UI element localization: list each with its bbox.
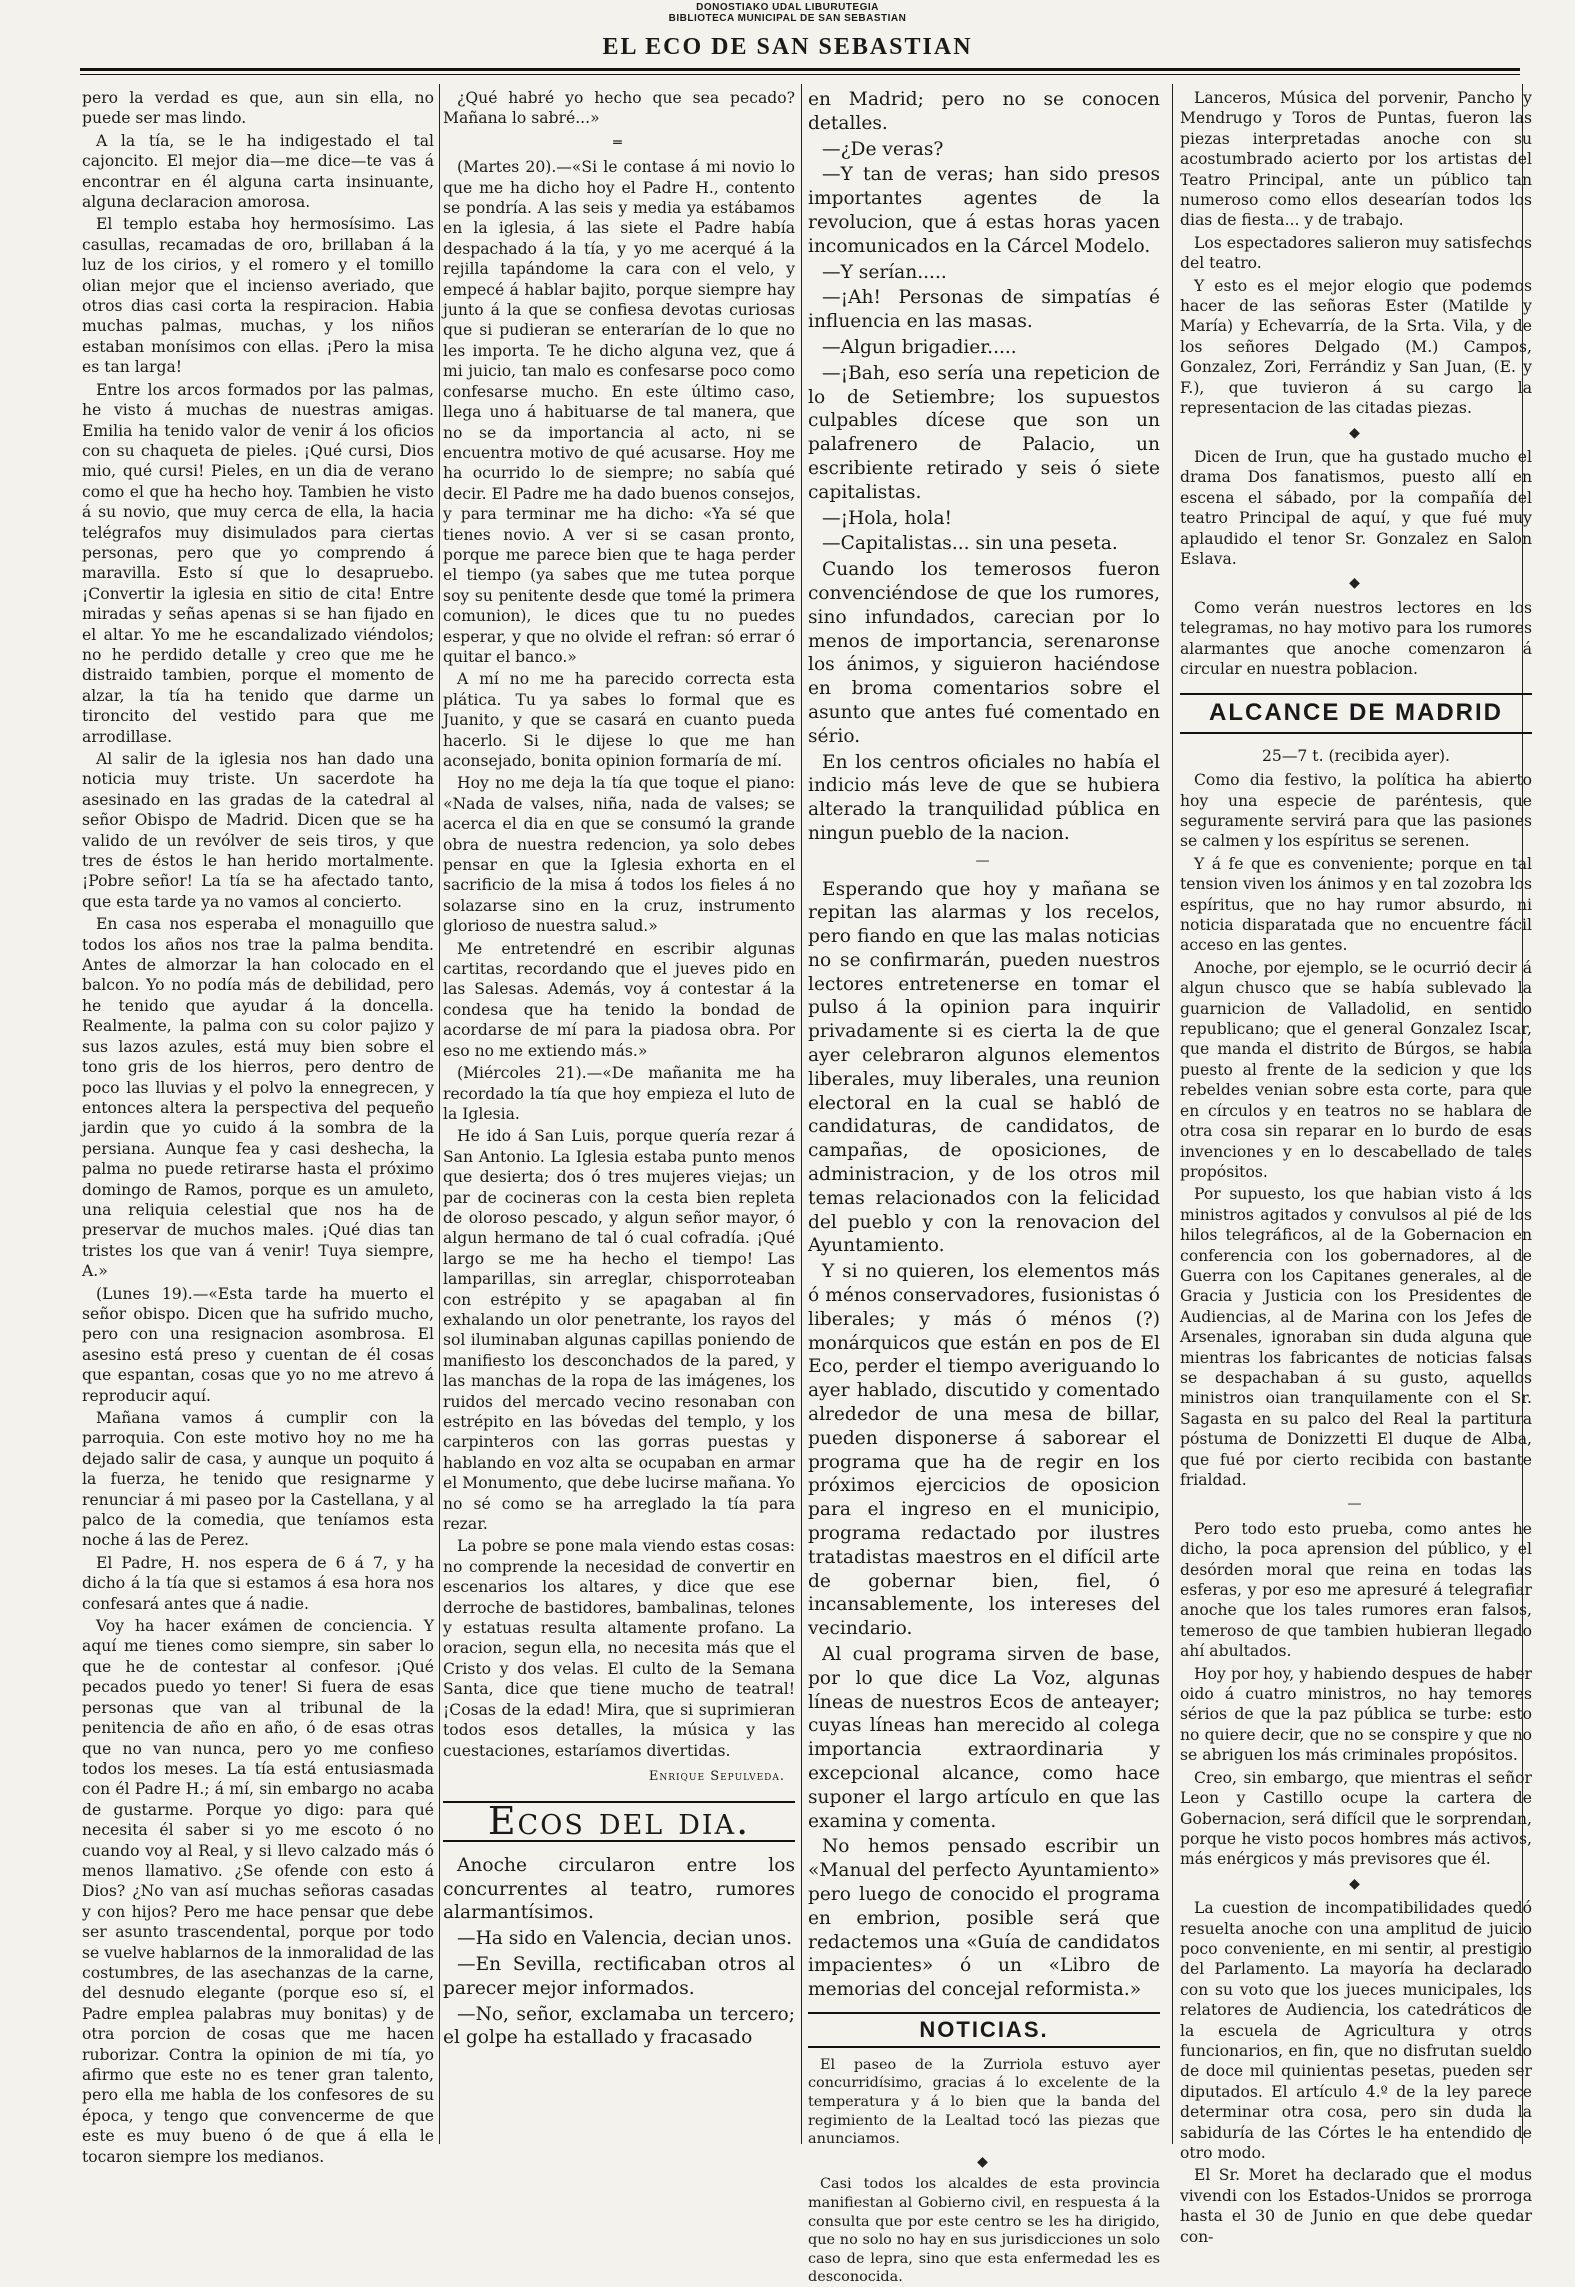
paragraph: en Madrid; pero no se conocen detalles.: [808, 89, 1160, 134]
paragraph: Mañana vamos á cumplir con la parroquia. Con este motivo hoy no me ha dejado salir de casa, y aunque un poquito á la fuerza, he tenido que resignarme y renunciar á mi paseo por la Castellana, y al palco de la comedia, que teníamos esta noche á las de Perez.: [82, 1409, 434, 1550]
paragraph: pero la verdad es que, aun sin ella, no puede ser mas lindo.: [82, 89, 434, 128]
noticias-body: [808, 2056, 1160, 2287]
paragraph: El Padre, H. nos espera de 6 á 7, y ha dicho á la tía que si estamos á esa hora nos confesará antes que á nadie.: [82, 1553, 434, 1613]
paragraph: En casa nos esperaba el monaguillo que todos los años nos trae la palma bendita. Antes de almorzar la han colocado en el balcon. Yo no podía más de debilidad, pero he tenido que ayudar á la doncella. Realmente, la palma con su color pajizo y sus lazos azules, está muy bien sobre el tono gris de los hierros, pero dentro de poco las lluvias y el polvo la ennegrecen, y entonces altera la perspectiva del pequeño jardin que yo cuido á la sombra de la persiana. Aunque fea y casi deshecha, la palma no puede retirarse hasta el próximo domingo de Ramos, porque es un amuleto, una reliquia celestial que nos ha de preservar de muchos males. ¡Qué dias tan tristes los que van á venir! Tuya siempre, A.»: [82, 915, 434, 1281]
ecos-body: [443, 1854, 795, 2050]
paragraph: Los espectadores salieron muy satisfechos del teatro.: [1180, 233, 1532, 273]
masthead-rule-thin: [80, 74, 1520, 75]
paragraph: —En Sevilla, rectificaban otros al parecer mejor informados.: [443, 1953, 795, 1999]
paragraph: Anoche, por ejemplo, se le ocurrió decir á algun chusco que se había sublevado la guarnicion de Valladolid, en sentido republicano; que el general Gonzalez Iscar, que manda el distrito de Búrgos, se había puesto al frente de la sedicion y que los rebeldes venian sobre esta corte, para que en círculos y en teatros no se hablara de otra cosa sin reparar en lo burdo de esas invenciones y en lo descabellado de tales propósitos.: [1180, 958, 1532, 1181]
paragraph: Hoy no me deja la tía que toque el piano: «Nada de valses, niña, nada de valses; se acerca el dia en que se consumó la grande obra de nuestra redencion, ya solo debes pensar en que la Iglesia exhorta en el sacrificio de la misa á todos los fieles á no solazarse sino en la cruz, instrumento glorioso de nuestra salud.»: [443, 774, 795, 936]
paragraph: Al salir de la iglesia nos han dado una noticia muy triste. Un sacerdote ha asesinado en las gradas de la catedral al señor Obispo de Madrid. Dicen que se ha valido de un revólver de seis tiros, y que tres de éstos le han herido mortalmente. ¡Pobre señor! La tía se ha afectado tanto, que esta tarde ya no vamos al concierto.: [82, 750, 434, 911]
newspaper-masthead: EL ECO DE SAN SEBASTIAN: [602, 34, 973, 60]
dispatch-dateline: 25—7 t. (recibida ayer).: [1261, 746, 1451, 765]
paragraph: Como verán nuestros lectores en los telegramas, no hay motivo para los rumores alarmantes que anoche comenzaron á circular en nuestra poblacion.: [1180, 598, 1532, 678]
noticias-heading-box: [808, 2012, 1160, 2048]
author-signature: Enrique Sepulveda.: [648, 1768, 785, 1784]
stamp-line-1: DONOSTIAKO UDAL LIBURUTEGIA: [696, 2, 879, 13]
paragraph: (Miércoles 21).—«De mañanita me ha recordado la tía que hoy empieza el luto de la Iglesia.: [443, 1064, 795, 1123]
paragraph: El Sr. Moret ha declarado que el modus vivendi con los Estados-Unidos se prorroga hasta el 30 de Junio en que debe quedar con-: [1180, 2166, 1532, 2246]
masthead-rule-thick: [80, 68, 1520, 71]
column-4: [1180, 88, 1532, 2246]
separator: ◆: [1349, 1875, 1363, 1892]
paragraph: El paseo de la Zurriola estuvo ayer concurridísimo, gracias á lo excelente de la temperatura y á lo bien que la banda del regimiento de la Lealtad tocó las piezas que anunciamos.: [808, 2056, 1160, 2148]
paragraph: Lanceros, Música del porvenir, Pancho y Mendrugo y Toros de Puntas, fueron las piezas interpretadas anoche con su acostumbrado acierto por los artistas del Teatro Principal, ante un público tan numeroso como ellos desearían todos los dias de fiesta... y de trabajo.: [1180, 89, 1532, 230]
separator: ◆: [1349, 575, 1363, 592]
paragraph: Casi todos los alcaldes de esta provincia manifiestan al Gobierno civil, en respuesta á la consulta que por este centro se les ha dirigido, que no solo no hay en sus jurisdicciones un solo caso de lepra, sino que esta enfermedad les es desconocida.: [808, 2176, 1160, 2286]
column-2: [443, 88, 795, 2140]
paragraph: —¡Bah, eso sería una repeticion de lo de Setiembre; los supuestos culpables dícese que son un palafrenero de Palacio, un escribiente retirado y seis ó siete capitalistas.: [808, 362, 1160, 503]
paragraph: —No, señor, exclamaba un tercero; el golpe ha estallado y fracasado: [443, 2003, 795, 2049]
paragraph: En los centros oficiales no había el indicio más leve de que se hubiera alterado la tranquilidad pública en ningun pueblo de la nacion.: [808, 751, 1160, 844]
column-3: [808, 88, 1160, 2286]
paragraph: Anoche circularon entre los concurrentes al teatro, rumores alarmantísimos.: [443, 1854, 795, 1924]
paragraph: A mí no me ha parecido correcta esta plática. Tu ya sabes lo formal que es Juanito, y que se casará en cuanto pueda hacerlo. Si le dijese lo que me han aconsejado, bonita opinion formaría de mí.: [443, 670, 795, 770]
column-1: [82, 88, 434, 2166]
paragraph: Y á fe que es conveniente; porque en tal tension viven los ánimos y en tal zozobra los espíritus, que no hay rumor absurdo, ni noticia disparatada que no encuentre fácil acceso en las gentes.: [1180, 854, 1532, 955]
section-title-alcance: ALCANCE DE MADRID: [1209, 699, 1503, 727]
paragraph: Esperando que hoy y mañana se repitan las alarmas y los recelos, pero fiando en que las malas noticias no se confirmarán, pueden nuestros lectores entretenerse en tomar el pulso á la opinion para inquirir privadamente si es cierta la de que ayer celebraron algunos elementos liberales, muy liberales, una reunion electoral en la cual se habló de candidaturas, de candidatos, de campañas, de oposiciones, de administracion, y de los otros mil temas relacionados con la felicidad del pueblo y con la renovacion del Ayuntamiento.: [808, 878, 1160, 1257]
separator: ◆: [977, 2153, 991, 2170]
paragraph: —Algun brigadier.....: [822, 336, 1017, 358]
paragraph: A la tía, se le ha indigestado el tal cajoncito. El mejor dia—me dice—te vas á encontrar en él alguna carta insinuante, alguna declaracion amorosa.: [82, 131, 434, 212]
section-title-ecos: Ecos del dia.: [487, 1799, 751, 1844]
paragraph: —Y tan de veras; han sido presos importantes agentes de la revolucion, que á estas horas yacen incomunicados en la Cárcel Modelo.: [808, 164, 1160, 257]
paragraph: El templo estaba hoy hermosísimo. Las casullas, recamadas de oro, brillaban á la luz de los cirios, y el romero y el tomillo olian mejor que el incienso averiado, que otros dias casi corta la respiracion. Habia muchas palmas, muchas, y los niños estaban monísimos con ellas. ¡Pero la misa es tan larga!: [82, 215, 434, 377]
paragraph: —¡Ah! Personas de simpatías é influencia en las masas.: [808, 287, 1160, 333]
paragraph: (Martes 20).—«Si le contase á mi novio lo que me ha dicho hoy el Padre H., contento se pondría. A las seis y media ya estábamos en la iglesia, á las siete el Padre había despachado á la tía, y yo me acerqué á la rejilla tapándome la cara con el velo, y empecé á hablar bajito, porque siempre hay junto á la que se confiesa devotas curiosas que si pudieran se enterarían de lo que no les importa. Te he dicho alguna vez, que á mi juicio, tan malo es confesarse poco como confesarse mucho. En este último caso, llega uno á habituarse de tal manera, que no se da importancia al acto, ni se encuentra motivo de qué acusarse. Hoy me ha ocurrido lo de siempre; no sabía qué decir. El Padre me ha dado buenos consejos, y para terminar me ha dicho: «Ya sé que tienes novio. A ver si se casan pronto, porque me parece bien que te haga perder el tiempo (ya sabes que me tutea porque soy su penitente desde que tomé la primera comunion), le dices que tu no puedes esperar, y que no olvide el refran: só errar ó quitar el banco.»: [443, 158, 795, 666]
paragraph: Como dia festivo, la política ha abierto hoy una especie de paréntesis, que seguramente servirá para que las pasiones se calmen y los espíritus se serenen.: [1180, 771, 1532, 851]
alcance-heading-box: [1180, 693, 1532, 733]
paragraph: Dicen de Irun, que ha gustado mucho el drama Dos fanatismos, puesto allí en escena el sábado, por la compañía del teatro Principal de aquí, y que fué muy aplaudido el tenor Sr. Gonzalez en Salon Eslava.: [1180, 447, 1532, 568]
section-title-noticias: NOTICIAS.: [919, 2016, 1049, 2042]
library-stamp: [0, 2, 1575, 24]
paragraph: (Lunes 19).—«Esta tarde ha muerto el señor obispo. Dicen que ha sufrido mucho, pero con una resignacion asombrosa. El asesino está preso y cuentan de él cosas que espantan, cosas que yo no me atrevo á reproducir aquí.: [82, 1284, 434, 1405]
separator: ═: [613, 134, 625, 151]
separator: —: [975, 852, 993, 869]
paragraph: Al cual programa sirven de base, por lo que dice La Voz, algunas líneas de nuestros Ecos de anteayer; cuyas líneas han merecido al colega importancia extraordinaria y excepcional alcance, como hace suponer el largo artículo en que las examina y comenta.: [808, 1644, 1160, 1832]
paragraph: —Y serían.....: [822, 261, 947, 283]
column-divider: [439, 84, 440, 2144]
ecos-heading-box: [443, 1799, 795, 1844]
column-divider: [1172, 84, 1173, 2144]
paragraph: —Ha sido en Valencia, decian unos.: [457, 1928, 793, 1950]
paragraph: He ido á San Luis, porque quería rezar á San Antonio. La Iglesia estaba punto menos que desierta; dos ó tres mujeres viejas; un par de cocineras con la cesta bien repleta de oloroso pescado, y algun señor mayor, ó algun hermano de tal ó cual cofradía. ¡Qué largo se me ha hecho el tiempo! Las lamparillas, sin arreglar, chisporroteaban con estrépito y se apagaban al fin exhalando un olor penetrante, los rayos del sol iluminaban algunas capillas poniendo de manifiesto los desconchados de la pared, y las manchas de la ropa de las imágenes, los ruidos del mercado vecino resonaban con estrépito en las bóvedas del templo, y los carpinteros con las gorras puestas y hablando en voz alta se ocupaban en armar el Monumento, que debe lucirse mañana. Yo no sé como se ha arreglado la tía para rezar.: [443, 1127, 795, 1534]
paragraph: La cuestion de incompatibilidades quedó resuelta anoche con una amplitud de juicio poco conveniente, en mi sentir, al prestigio del Parlamento. La mayoría ha declarado con su voto que los jueces municipales, los relatores de Audiencia, los catedráticos de la escuela de Agricultura y otros funcionarios, en fin, que no disfrutan sueldo de doce mil quinientas pesetas, pueden ser diputados. El artículo 4.º de la ley parece determinar otra cosa, pero sin duda la sabiduría de las Córtes le ha entendido de otro modo.: [1180, 1899, 1532, 2162]
paragraph: ¿Qué habré yo hecho que sea pecado? Mañana lo sabré...»: [443, 89, 795, 128]
paragraph: Hoy por hoy, y habiendo despues de haber oido á cuatro ministros, no hay temores sérios de que la paz pública se turbe: esto no quiere decir, que no se conspire y que no se abriguen los más criminales propósitos.: [1180, 1664, 1532, 1765]
separator: —: [1347, 1496, 1365, 1513]
paragraph: —¡Hola, hola!: [822, 507, 953, 529]
paragraph: Entre los arcos formados por las palmas, he visto á muchas de nuestras amigas. Emilia ha tenido valor de venir á los oficios con su chaqueta de pieles. ¡Qué cursi, Dios mio, qué cursi! Pieles, en un dia de verano como el que ha hecho hoy. Tambien he visto á su novio, que muy cerca de ella, la hacia telégrafos muy disimulados para ciertas personas, pero que yo comprendo á maravilla. Esto sí que lo desapruebo. ¡Convertir la iglesia en sitio de cita! Entre miradas y señas apenas si se han fijado en el altar. Yo me he escandalizado viéndolos; no he perdido detalle y creo que me he distraido tambien, porque el momento de alzar, la tía ha tenido que darme un tironcito del vestido para que me arrodillase.: [82, 380, 434, 746]
column-divider: [801, 84, 802, 2144]
paragraph: Creo, sin embargo, que mientras el señor Leon y Castillo ocupe la cartera de Gobernacion, será difícil que le sorprendan, porque he visto pocos hombres más activos, más enérgicos y más previsores que él.: [1180, 1768, 1532, 1869]
paragraph: —¿De veras?: [822, 138, 944, 160]
paragraph: Me entretendré en escribir algunas cartitas, recordando que el jueves pido en las Salesas. Además, voy á contestar á la condesa que ha tenido la bondad de acordarse de mí para la piadosa obra. Por eso no me extiendo más.»: [443, 939, 795, 1060]
paragraph: La pobre se pone mala viendo estas cosas: no comprende la necesidad de convertir en escenarios los altares, y dice que ese derroche de bastidores, bambalinas, telones y estatuas resulta altamente profano. La oracion, segun ella, no necesita más que el Cristo y dos velas. El culto de la Semana Santa, dice que tiene mucho de teatral! ¡Cosas de la edad! Mira, que si suprimieran todos esos detalles, la música y las cuestaciones, estaríamos divertidas.: [443, 1537, 795, 1760]
paragraph: Cuando los temerosos fueron convenciéndose de que los rumores, sino infundados, carecian por lo menos de importancia, serenaronse los ánimos, y siguieron haciéndose en broma comentarios sobre el asunto que antes fué comentado en sério.: [808, 559, 1160, 747]
paragraph: Voy ha hacer exámen de conciencia. Y aquí me tienes como siempre, sin saber lo que he de contestar al confesor. ¡Qué pecados puedo yo tener! Si fuera de esas personas que van al tribunal de la penitencia de año en año, ó de esas otras que no van nunca, pero yo me confieso todos los meses. La tía está entusiasmada con él Padre H.; á mí, sin embargo no acaba de gustarme. Porque yo digo: para qué necesita él saber si yo me escoto ó no cuando voy al Real, y si llevo calzado más ó menos llamativo. ¿Se ofende con esto á Dios? ¿No van así muchas señoras casadas y con hijos? Pero me hace pensar que debe ser asunto trascendental, porque por todo se vuelve hablarnos de la inmoralidad de las costumbres, de las asechanzas de la carne, del desnudo elegante (porque eso sí, el Padre emplea palabras muy bonitas) y de otra porcion de cosas que me hacen ruborizar. Contra la opinion de mi tía, yo afirmo que este no es tener gran talento, pero ella me habla de los confesores de su época, y tengo que convencerme de que este es muy bueno ó de que á ella le tocaron siempre los medianos.: [82, 1617, 434, 2166]
paragraph: Pero todo esto prueba, como antes he dicho, la poca aprension del público, y el desórden moral que reina en todas las esferas, y por eso me apresuré á telegrafiar anoche que los tales rumores eran falsos, temeroso de que tambien hubieran llegado ahí abultados.: [1180, 1519, 1532, 1661]
paragraph: Y si no quieren, los elementos más ó ménos conservadores, fusionistas ó liberales; y más ó ménos (?) monárquicos que están en pos de El Eco, perder el tiempo averiguando lo ayer hablado, discutido y comentado alrededor de una mesa de billar, pueden disponerse á saborear el programa que ha de regir en los próximos ejercicios de oposicion para el ingreso en el municipio, programa redactado por ilustres tratadistas maestros en el difícil arte de gobernar bien, fiel, ó incansablemente, los intereses del vecindario.: [808, 1261, 1160, 1640]
paragraph: Por supuesto, los que habian visto á los ministros agitados y convulsos al pié de los hilos telegráficos, al de la Gobernacion en conferencia con los gobernadores, al de Guerra con los Capitanes generales, al de Gracia y Justicia con los Presidentes de Audiencias, al de Marina con los Jefes de Arsenales, ignoraban sin duda alguna que mientras los fabricantes de noticias falsas se despachaban á su gusto, aquellos ministros oian tranquilamente con el Sr. Sagasta en su palco del Real la partitura póstuma de Donizzetti El duque de Alba, que fué por cierto recibida con bastante frialdad.: [1180, 1185, 1532, 1489]
separator: ◆: [1349, 424, 1363, 441]
paragraph: Y esto es el mejor elogio que podemos hacer de las señoras Ester (Matilde y María) y Echevarría, de la Srta. Vila, y de los señores Delgado (M.) Campos, Gonzalez, Zori, Ferrándiz y San Juan, (E. y F.), que tuvieron á su cargo la representacion de las citadas piezas.: [1180, 276, 1532, 418]
stamp-line-2: BIBLIOTECA MUNICIPAL DE SAN SEBASTIAN: [668, 13, 907, 24]
paragraph: No hemos pensado escribir un «Manual del perfecto Ayuntamiento» pero luego de conocido el programa en embrion, posible será que redactemos una «Guía de candidatos impacientes» ó un «Libro de memorias del concejal reformista.»: [808, 1836, 1160, 2001]
paragraph: —Capitalistas... sin una peseta.: [822, 533, 1118, 555]
